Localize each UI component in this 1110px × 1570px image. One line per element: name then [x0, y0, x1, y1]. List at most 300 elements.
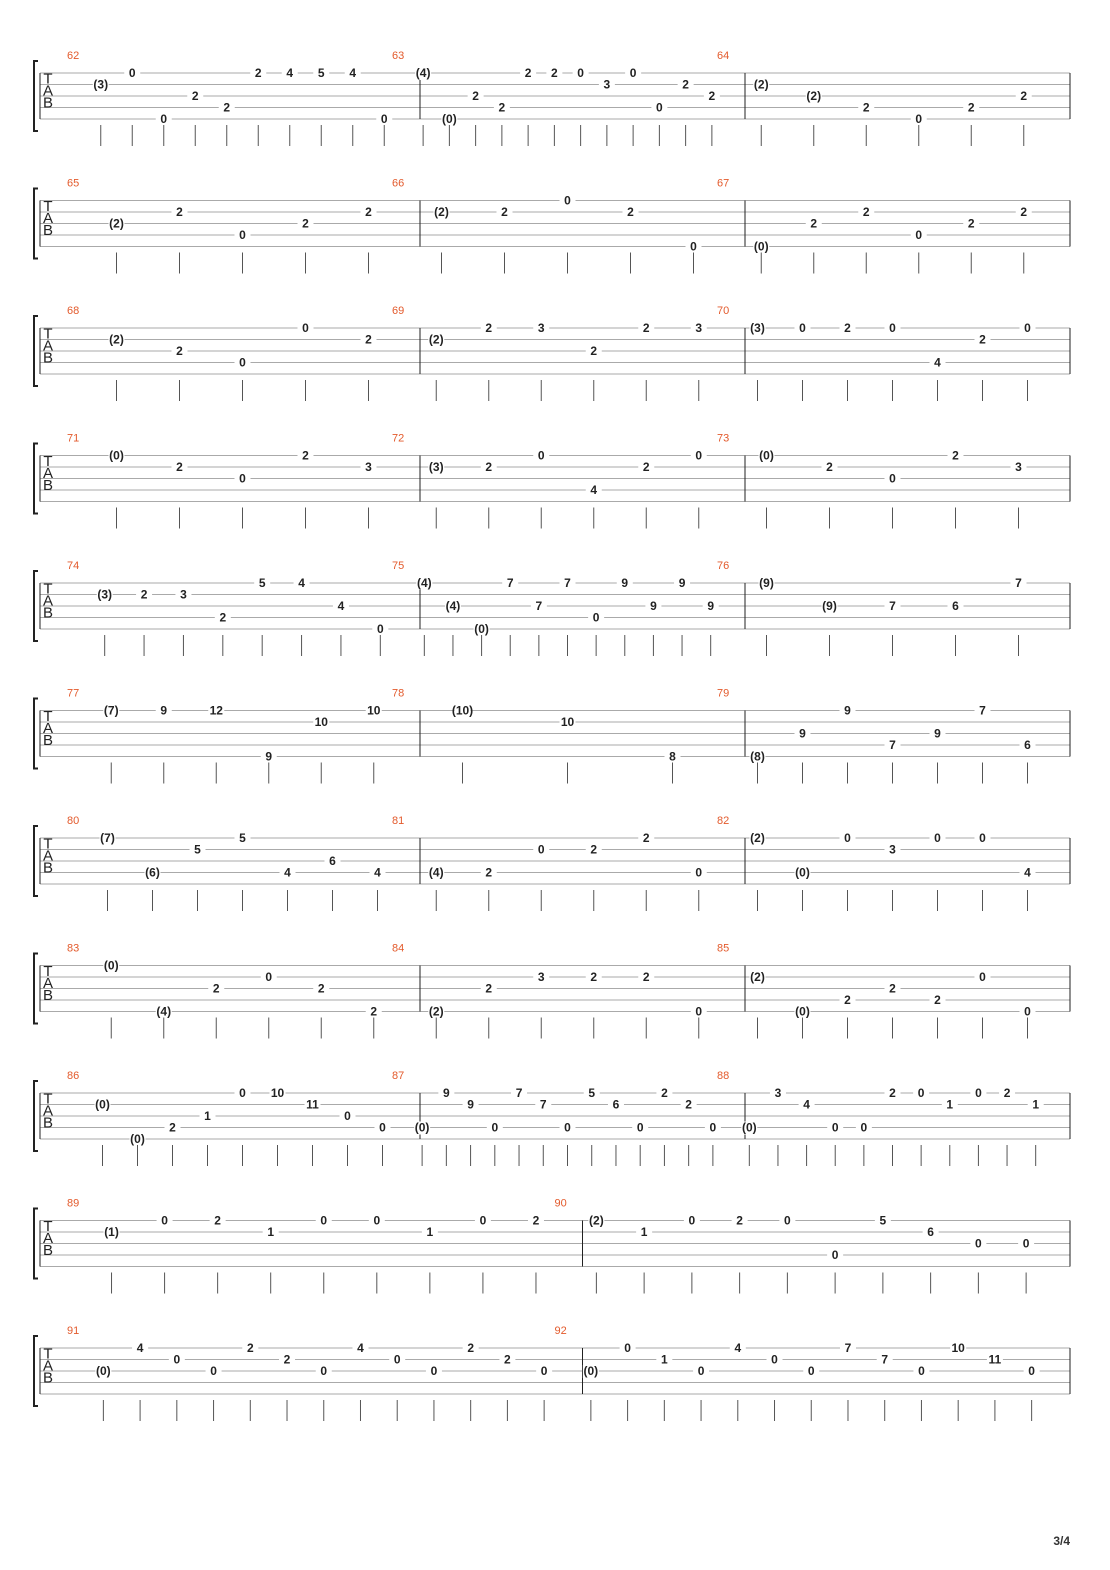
fret-number: 4	[590, 483, 598, 497]
staff-system	[34, 815, 1070, 911]
fret-number: (2)	[750, 831, 765, 845]
fret-number: 7	[881, 1352, 889, 1367]
measure-number: 68	[67, 305, 80, 317]
measure-number: 88	[717, 1070, 730, 1082]
fret-number: 10	[951, 1341, 965, 1355]
fret-number: 0	[690, 239, 697, 254]
fret-number: 0	[173, 1352, 181, 1367]
fret-number: 2	[967, 100, 975, 115]
measure-number: 66	[392, 177, 405, 190]
fret-number: 2	[223, 100, 231, 115]
fret-number: 2	[485, 321, 493, 335]
fret-number: 0	[210, 1364, 217, 1378]
fret-number: 2	[191, 89, 199, 103]
fret-number: (0)	[583, 1364, 599, 1378]
tab-clef-letter: A	[42, 847, 54, 865]
measure-number: 85	[717, 942, 730, 955]
fret-number: (0)	[95, 1097, 110, 1112]
fret-number: 0	[344, 1109, 351, 1123]
fret-number: 6	[927, 1225, 934, 1239]
fret-number: 2	[169, 1120, 176, 1135]
fret-number: 2	[485, 460, 493, 474]
fret-number: 2	[551, 66, 558, 80]
fret-number: 6	[1024, 738, 1031, 752]
fret-number: 2	[254, 66, 262, 80]
fret-number: 9	[799, 726, 806, 741]
fret-number: (6)	[145, 865, 160, 880]
fret-number: 2	[283, 1352, 291, 1367]
fret-number: (2)	[434, 205, 449, 219]
staff-bracket	[34, 1336, 38, 1406]
fret-number: 2	[642, 321, 650, 335]
fret-number: 0	[380, 112, 388, 126]
tab-clef-letter: A	[42, 719, 54, 737]
fret-number: 2	[219, 610, 227, 625]
fret-number: 5	[194, 842, 201, 857]
fret-number: 2	[967, 216, 975, 231]
tab-clef-letter: T	[43, 325, 53, 343]
measure-number: 91	[67, 1325, 80, 1337]
fret-number: (9)	[759, 576, 774, 590]
tab-clef-letter: B	[42, 732, 54, 749]
fret-number: 0	[379, 1120, 386, 1135]
fret-number: 2	[810, 216, 818, 231]
fret-number: 0	[771, 1352, 778, 1367]
fret-number: (0)	[753, 239, 769, 254]
tab-clef-letter: T	[43, 835, 53, 853]
fret-number: 4	[1024, 865, 1031, 880]
fret-number: 12	[209, 703, 223, 718]
fret-number: 4	[298, 576, 305, 590]
tab-clef-letter: B	[42, 859, 54, 877]
staff-system	[34, 50, 1070, 146]
staff-system	[34, 1070, 1070, 1166]
fret-number: 1	[426, 1225, 434, 1239]
fret-number: 2	[682, 77, 689, 92]
tab-clef-letter: T	[43, 1345, 53, 1363]
fret-number: 4	[803, 1097, 810, 1112]
fret-number: 0	[239, 471, 246, 486]
tab-clef-letter: A	[42, 1357, 54, 1375]
measure-number: 87	[392, 1070, 405, 1082]
fret-number: (7)	[103, 703, 119, 718]
fret-number: 7	[889, 738, 896, 752]
measure-number: 79	[717, 687, 730, 700]
fret-number: 3	[365, 460, 372, 474]
fret-number: 0	[160, 112, 168, 126]
fret-number: 2	[826, 460, 833, 474]
fret-number: 0	[564, 1120, 571, 1135]
fret-number: (2)	[753, 77, 769, 92]
fret-number: 4	[349, 66, 357, 80]
fret-number: 0	[831, 1248, 839, 1262]
measure-number: 69	[392, 305, 405, 317]
fret-number: 0	[844, 831, 851, 845]
fret-number: 1	[267, 1225, 275, 1239]
tab-clef-letter: T	[43, 580, 53, 598]
fret-number: 4	[284, 865, 291, 880]
tab-clef-letter: A	[42, 209, 54, 227]
fret-number: 2	[472, 89, 479, 103]
fret-number: 3	[537, 970, 545, 984]
fret-number: 10	[270, 1086, 285, 1100]
fret-number: 9	[621, 576, 629, 590]
staff-bracket	[34, 571, 38, 641]
fret-number: (8)	[750, 749, 765, 764]
fret-number: 0	[1022, 1236, 1030, 1251]
measure-number: 73	[717, 432, 730, 445]
tab-clef-letter: T	[43, 197, 53, 215]
fret-number: 3	[603, 77, 611, 92]
measure-number: 62	[67, 50, 80, 62]
staff-system	[34, 560, 1070, 656]
fret-number: 0	[491, 1120, 499, 1135]
measure-number: 71	[67, 432, 80, 445]
fret-number: 2	[1020, 89, 1028, 103]
fret-number: 2	[302, 216, 309, 231]
fret-number: 2	[844, 993, 851, 1007]
fret-number: 7	[535, 599, 543, 613]
fret-number: 0	[161, 1213, 168, 1228]
fret-number: 7	[564, 576, 571, 590]
fret-number: 10	[367, 703, 381, 718]
fret-number: 0	[1024, 1004, 1031, 1019]
fret-number: 9	[265, 749, 273, 764]
tab-clef-letter: T	[43, 707, 53, 725]
fret-number: 10	[314, 715, 328, 729]
fret-number: 2	[524, 66, 532, 80]
measure-number: 82	[717, 815, 730, 827]
fret-number: (3)	[93, 77, 109, 92]
fret-number: 1	[1032, 1097, 1040, 1112]
fret-number: (4)	[428, 865, 444, 880]
fret-number: 2	[590, 970, 598, 984]
staff-system	[34, 943, 1070, 1039]
fret-number: 0	[537, 448, 545, 463]
fret-number: 0	[656, 100, 663, 115]
fret-number: 4	[374, 865, 381, 880]
tab-clef-letter: B	[42, 604, 54, 622]
staff-bracket	[34, 954, 38, 1024]
fret-number: 9	[467, 1097, 474, 1112]
fret-number: 3	[537, 321, 545, 335]
fret-number: (2)	[109, 216, 124, 231]
fret-number: 0	[934, 831, 941, 845]
tab-clef-letter: B	[42, 477, 54, 494]
fret-number: 2	[485, 865, 493, 880]
fret-number: 2	[302, 448, 309, 463]
fret-number: (0)	[96, 1364, 111, 1378]
measure-number: 65	[67, 177, 80, 190]
fret-number: 0	[373, 1213, 381, 1228]
staff-system	[34, 688, 1070, 784]
fret-number: 0	[695, 1004, 703, 1019]
fret-number: 2	[1003, 1086, 1011, 1100]
measure-number: 83	[67, 942, 80, 955]
fret-number: 0	[540, 1364, 548, 1378]
fret-number: 5	[317, 66, 325, 80]
fret-number: 0	[239, 355, 246, 370]
fret-number: 2	[736, 1213, 743, 1228]
fret-number: 4	[136, 1341, 144, 1355]
fret-number: 4	[337, 599, 345, 613]
fret-number: 0	[889, 321, 896, 335]
fret-number: 7	[844, 1341, 852, 1355]
measure-number: 86	[67, 1070, 80, 1082]
fret-number: 5	[258, 576, 266, 590]
tab-clef-letter: T	[43, 1090, 53, 1108]
tab-clef-letter: A	[42, 337, 54, 355]
fret-number: 0	[430, 1364, 438, 1378]
fret-number: 7	[979, 703, 986, 718]
fret-number: (10)	[451, 703, 474, 718]
tab-clef-letter: A	[42, 974, 54, 992]
staff-bracket	[34, 1081, 38, 1151]
fret-number: (0)	[741, 1120, 757, 1135]
fret-number: 2	[532, 1213, 540, 1228]
fret-number: 2	[176, 205, 183, 219]
fret-number: 2	[661, 1086, 668, 1100]
measure-number: 70	[717, 305, 730, 317]
fret-number: 3	[180, 587, 187, 602]
fret-number: 2	[498, 100, 506, 115]
fret-number: (2)	[750, 970, 765, 984]
fret-number: 4	[357, 1341, 364, 1355]
fret-number: (3)	[750, 321, 765, 335]
fret-number: (0)	[130, 1132, 145, 1146]
fret-number: 7	[889, 599, 896, 613]
fret-number: 2	[370, 1004, 378, 1019]
fret-number: (0)	[109, 448, 124, 463]
fret-number: 0	[1024, 321, 1031, 335]
fret-number: 0	[709, 1120, 717, 1135]
fret-number: 2	[246, 1341, 254, 1355]
fret-number: 0	[320, 1364, 328, 1378]
fret-number: 5	[879, 1213, 887, 1228]
fret-number: 11	[988, 1352, 1002, 1367]
tab-clef-letter: B	[42, 1242, 54, 1259]
fret-number: 3	[774, 1086, 782, 1100]
fret-number: 4	[734, 1341, 742, 1355]
tab-clef-letter: T	[43, 1217, 53, 1235]
fret-number: 2	[590, 344, 598, 358]
tab-clef-letter: A	[42, 82, 54, 100]
fret-number: (0)	[103, 958, 119, 973]
fret-number: 2	[952, 448, 959, 463]
fret-number: 3	[695, 321, 703, 335]
fret-number: (2)	[589, 1213, 604, 1228]
fret-number: 2	[862, 100, 870, 115]
fret-number: 0	[629, 66, 637, 80]
fret-number: 0	[479, 1213, 487, 1228]
fret-number: 0	[979, 831, 986, 845]
fret-number: 2	[365, 332, 372, 347]
measure-number: 64	[717, 50, 730, 62]
fret-number: 0	[128, 66, 136, 80]
fret-number: 1	[946, 1097, 954, 1112]
fret-number: 0	[688, 1213, 696, 1228]
fret-number: (4)	[416, 576, 432, 590]
fret-number: 0	[975, 1236, 982, 1251]
fret-number: 7	[506, 576, 514, 590]
fret-number: 0	[915, 112, 923, 126]
fret-number: 2	[1020, 205, 1028, 219]
tab-clef-letter: A	[42, 464, 54, 482]
fret-number: (0)	[795, 1004, 810, 1019]
fret-number: 1	[660, 1352, 668, 1367]
fret-number: 2	[485, 981, 493, 996]
fret-number: 2	[365, 205, 372, 219]
fret-number: 2	[844, 321, 851, 335]
fret-number: 6	[612, 1097, 620, 1112]
staff-bracket	[34, 1209, 38, 1279]
fret-number: 7	[1015, 576, 1022, 590]
fret-number: 9	[934, 726, 941, 741]
tab-clef-letter: B	[42, 349, 54, 367]
fret-number: (2)	[428, 332, 444, 347]
fret-number: 11	[306, 1097, 319, 1112]
fret-number: 5	[588, 1086, 596, 1100]
fret-number: 9	[844, 703, 851, 718]
fret-number: 2	[642, 970, 650, 984]
fret-number: 2	[979, 332, 986, 347]
staff-system	[34, 178, 1070, 274]
fret-number: 1	[204, 1109, 211, 1123]
tab-clef-letter: A	[42, 1229, 54, 1247]
fret-number: 0	[799, 321, 806, 335]
fret-number: 2	[467, 1341, 475, 1355]
fret-number: 0	[302, 321, 309, 335]
fret-number: 0	[577, 66, 584, 80]
fret-number: 0	[807, 1364, 815, 1378]
fret-number: 0	[695, 448, 703, 463]
measure-number: 67	[717, 177, 730, 190]
fret-number: 0	[320, 1213, 328, 1228]
fret-number: (1)	[104, 1225, 119, 1239]
fret-number: 2	[590, 842, 598, 857]
measure-number: 78	[392, 687, 405, 700]
fret-number: 4	[286, 66, 294, 80]
tab-clef-letter: T	[43, 70, 53, 88]
tab-clef-letter: B	[42, 1114, 54, 1132]
fret-number: 0	[979, 970, 986, 984]
measure-number: 90	[554, 1197, 567, 1210]
fret-number: (3)	[97, 587, 113, 602]
fret-number: (4)	[415, 66, 431, 80]
staff-system	[34, 305, 1070, 401]
staff-bracket	[34, 444, 38, 514]
fret-number: (2)	[806, 89, 822, 103]
fret-number: (0)	[414, 1120, 430, 1135]
fret-number: 0	[860, 1120, 868, 1135]
fret-number: (0)	[474, 622, 489, 636]
fret-number: 0	[918, 1364, 925, 1378]
measure-number: 72	[392, 432, 405, 445]
fret-number: 2	[627, 205, 634, 219]
tab-clef-letter: B	[42, 94, 54, 112]
tab-clef-letter: B	[42, 222, 54, 239]
staff-bracket	[34, 189, 38, 259]
fret-number: (2)	[428, 1004, 444, 1019]
tab-clef-letter: T	[43, 452, 53, 470]
tab-clef-letter: A	[42, 592, 54, 610]
tab-clef-letter: B	[42, 987, 54, 1004]
fret-number: 0	[376, 622, 384, 636]
fret-number: 0	[831, 1120, 839, 1135]
fret-number: 2	[317, 981, 325, 996]
fret-number: 0	[624, 1341, 631, 1355]
staff-bracket	[34, 61, 38, 131]
fret-number: (0)	[795, 865, 810, 880]
tab-clef-letter: T	[43, 962, 53, 980]
fret-number: 2	[501, 205, 508, 219]
fret-number: (0)	[442, 112, 457, 126]
fret-number: 0	[592, 610, 600, 625]
staff-system	[34, 433, 1070, 529]
fret-number: 9	[443, 1086, 450, 1100]
fret-number: (0)	[759, 448, 774, 463]
fret-number: 2	[140, 587, 148, 602]
fret-number: 0	[537, 842, 545, 857]
measure-number: 92	[554, 1325, 567, 1337]
fret-number: 0	[636, 1120, 644, 1135]
fret-number: 3	[1015, 460, 1022, 474]
fret-number: 0	[697, 1364, 705, 1378]
fret-number: 7	[515, 1086, 523, 1100]
fret-number: 4	[934, 355, 941, 370]
fret-number: (3)	[428, 460, 444, 474]
tab-clef-letter: A	[42, 1102, 54, 1120]
staff-bracket	[34, 826, 38, 896]
fret-number: (4)	[156, 1004, 172, 1019]
page-number: 3/4	[1053, 1534, 1070, 1548]
fret-number: 8	[669, 749, 676, 764]
staff-bracket	[34, 316, 38, 386]
fret-number: (7)	[100, 831, 115, 845]
fret-number: 2	[889, 1086, 896, 1100]
tab-clef-letter: B	[42, 1369, 54, 1387]
measure-number: 81	[392, 815, 405, 827]
fret-number: 2	[934, 993, 941, 1007]
fret-number: 0	[393, 1352, 401, 1367]
fret-number: 2	[642, 460, 650, 474]
measure-number: 75	[392, 560, 405, 572]
fret-number: 0	[265, 970, 273, 984]
fret-number: 9	[650, 599, 657, 613]
fret-number: 2	[212, 981, 220, 996]
fret-number: 0	[917, 1086, 925, 1100]
measure-number: 77	[67, 687, 80, 700]
fret-number: 3	[889, 842, 896, 857]
measure-number: 80	[67, 815, 80, 827]
fret-number: 2	[685, 1097, 692, 1112]
fret-number: (4)	[445, 599, 461, 613]
fret-number: 0	[239, 228, 246, 242]
fret-number: 6	[952, 599, 959, 613]
fret-number: 5	[239, 831, 246, 845]
fret-number: (2)	[109, 332, 124, 347]
fret-number: 0	[1028, 1364, 1035, 1378]
fret-number: 0	[915, 228, 923, 242]
fret-number: 2	[176, 460, 183, 474]
fret-number: 0	[975, 1086, 982, 1100]
fret-number: 2	[708, 89, 716, 103]
fret-number: 2	[176, 344, 183, 358]
fret-number: 0	[695, 865, 703, 880]
fret-number: 10	[560, 715, 575, 729]
fret-number: 1	[640, 1225, 648, 1239]
staff-system	[34, 1198, 1070, 1294]
